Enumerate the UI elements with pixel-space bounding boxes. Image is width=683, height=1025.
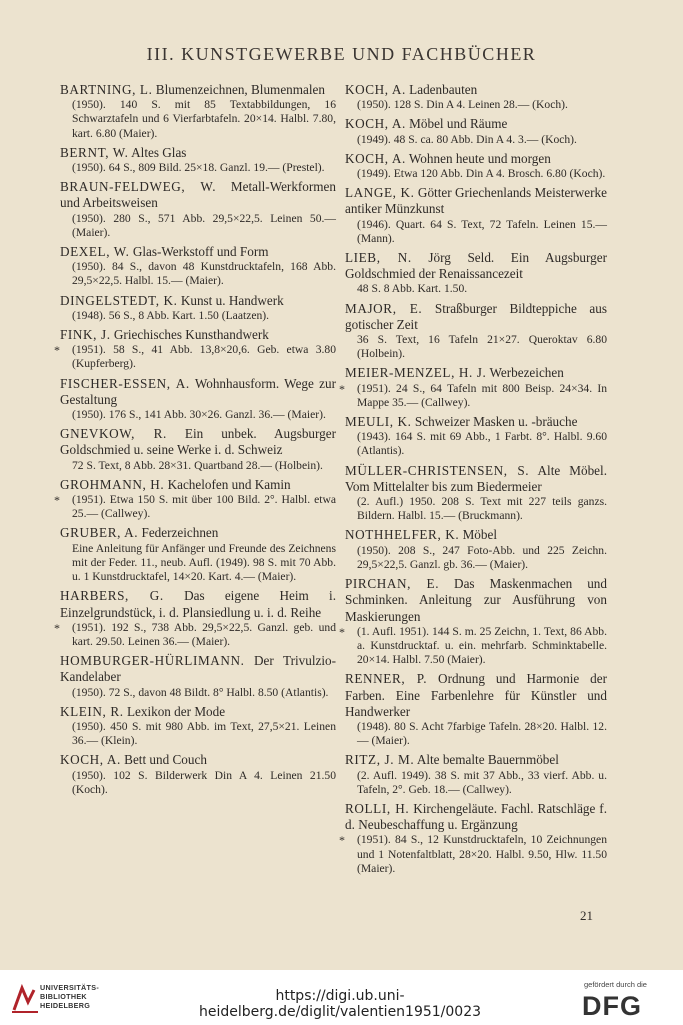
entry-title: Möbel: [462, 527, 497, 543]
entry-title: Glas-Werkstoff und Form: [132, 244, 269, 260]
entry-author: MEIER-MENZEL, H. J.: [345, 365, 487, 381]
entry-title: Bett und Couch: [124, 752, 207, 768]
catalog-entry: [345, 752, 607, 797]
entry-details: (1950). 280 S., 571 Abb. 29,5×22,5. Leinen 50.— (Maier).: [72, 211, 336, 239]
entry-title: Götter Griechenlands Meisterwerke antiker Münzkunst: [345, 185, 607, 217]
entry-details: 48 S. 8 Abb. Kart. 1.50.: [357, 282, 468, 296]
entry-author: NOTHHELFER, K.: [345, 527, 460, 543]
entry-details: (1948). 56 S., 8 Abb. Kart. 1.50 (Laatzen).: [72, 308, 270, 322]
entry-details: (1948). 80 S. Acht 7farbige Tafeln. 28×20. Halbl. 12.— (Maier).: [357, 719, 607, 748]
left-column: [54, 82, 337, 801]
entry-title: Metall-Werkformen und Arbeitsweisen: [60, 179, 337, 211]
entry-details: (1951). 84 S., 12 Kunstdrucktafeln, 10 Zeichnungen und 1 Notenfaltblatt, 28×20. Halbl. 9.50, Hlw. 11.50 (Maier).: [357, 833, 607, 875]
entry-details: (1950). 450 S. mit 980 Abb. im Text, 27,5×21. Leinen 36.— (Klein).: [72, 719, 336, 748]
entry-star: *: [339, 624, 345, 639]
entry-title: Lexikon der Mode: [126, 703, 226, 719]
entry-author: RENNER, P.: [345, 671, 428, 687]
catalog-entry: [339, 800, 607, 876]
entry-title: Blumenzeichnen, Blumenmalen: [155, 82, 325, 97]
entry-author: HOMBURGER-HÜRLIMANN.: [60, 653, 245, 669]
entry-details: Eine Anleitung für Anfänger und Freunde des Zeichnens mit der Feder. 11., neub. Aufl. (1949). 98 S. mit 70 Abb. u. 1 Kunstdrucktafel, 14×20. Kart. 4.— (Maier).: [72, 541, 336, 584]
funder-note: gefördert durch die: [584, 980, 647, 989]
entry-author: MÜLLER-CHRISTENSEN, S.: [345, 462, 530, 478]
entry-title: Möbel und Räume: [409, 116, 508, 132]
entry-details: (1. Aufl. 1951). 144 S. m. 25 Zeichn, 1. Text, 86 Abb. a. Kunstdrucktaf. u. ein. mehrfarb. Schminktabelle. 20×14. Halbl. 7.50 (Maier).: [357, 624, 607, 667]
catalog-entry: [345, 301, 607, 362]
entry-title: Wohnen heute und morgen: [408, 150, 551, 166]
entry-title: Griechisches Kunsthandwerk: [113, 327, 269, 343]
entry-star: *: [339, 381, 345, 396]
entry-details: 36 S. Text, 16 Tafeln 21×27. Queroktav 6.80 (Holbein).: [357, 333, 607, 361]
entry-author: KLEIN, R.: [60, 703, 124, 719]
catalog-entry: [54, 588, 337, 649]
page-number: 21: [580, 908, 593, 923]
catalog-entry: [60, 525, 336, 584]
entry-title: Ein unbek. Augsburger Goldschmied u. seine Werke i. d. Schweiz: [60, 426, 336, 458]
catalog-entry: [345, 250, 607, 297]
entry-star: *: [54, 620, 60, 635]
entry-author: KOCH, A.: [345, 82, 406, 97]
entry-details: (1950). 140 S. mit 85 Textabbildungen, 16 Schwarztafeln und 6 Vierfarbtafeln. 20×14. Halbl. 7.80, kart. 6.80 (Maier).: [72, 98, 336, 140]
entry-title: Ordnung und Harmonie der Farben. Eine Farbenlehre für Künstler und Handwerker: [345, 671, 608, 719]
catalog-entry: [60, 704, 336, 749]
entry-author: PIRCHAN, E.: [345, 576, 440, 592]
entry-details: (1950). 176 S., 141 Abb. 30×26. Ganzl. 36.— (Maier).: [72, 408, 326, 422]
entry-title: Altes Glas: [131, 144, 187, 160]
entry-author: GROHMANN, H.: [60, 476, 165, 492]
entry-details: (1946). Quart. 64 S. Text, 72 Tafeln. Leinen 15.— (Mann).: [357, 217, 607, 245]
entry-author: MEULI, K.: [345, 414, 412, 430]
entry-details: (2. Aufl. 1949). 38 S. mit 37 Abb., 33 vierf. Abb. u. Tafeln, 2°. Geb. 18.— (Callwey).: [357, 768, 607, 796]
entry-title: Kachelofen und Kamin: [167, 476, 291, 492]
entry-title: Jörg Seld. Ein Augsburger Goldschmied der Renaissancezeit: [345, 250, 607, 282]
catalog-entry: [60, 426, 336, 473]
entry-details: 72 S. Text, 8 Abb. 28×31. Quartband 28.— (Holbein).: [72, 458, 323, 472]
entry-title: Alte bemalte Bauernmöbel: [416, 752, 559, 768]
catalog-entry: [339, 365, 607, 410]
entry-title: Ladenbauten: [409, 82, 478, 97]
catalog-entry: [60, 244, 336, 289]
entry-author: GNEVKOW, R.: [60, 426, 167, 442]
catalog-entry: [60, 179, 336, 240]
entry-author: FISCHER-ESSEN, A.: [60, 375, 190, 391]
catalog-entry: [345, 82, 607, 112]
entry-star: *: [54, 493, 60, 508]
entry-author: BERNT, W.: [60, 144, 129, 160]
entry-title: Alte Möbel. Vom Mittelalter bis zum Biedermeier: [345, 462, 607, 494]
entry-details: (1951). 24 S., 64 Tafeln mit 800 Beisp. 24×34. In Mappe 35.— (Callwey).: [357, 381, 607, 409]
entry-title: Kunst u. Handwerk: [180, 292, 284, 308]
catalog-entry: [345, 116, 607, 146]
entry-details: (2. Aufl.) 1950. 208 S. Text mit 227 teils ganzs. Bildern. Halbl. 15.— (Bruckmann).: [357, 495, 607, 523]
entry-author: MAJOR, E.: [345, 300, 423, 316]
source-url-link[interactable]: https://digi.ub.uni-heidelberg.de/diglit/valentien1951/0023: [198, 988, 482, 1020]
catalog-entry: [54, 327, 336, 372]
entry-details: (1950). 64 S., 809 Bild. 25×18. Ganzl. 19.— (Prestel).: [72, 161, 325, 175]
entry-details: (1949). Etwa 120 Abb. Din A 4. Brosch. 6.80 (Koch).: [357, 167, 606, 181]
catalog-entry: [60, 145, 336, 175]
entry-details: (1951). 58 S., 41 Abb. 13,8×20,6. Geb. etwa 3.80 (Kupferberg).: [72, 343, 336, 371]
entry-title: Kirchengeläute. Fachl. Ratschläge f. d. Neubeschaffung u. Ergänzung: [345, 800, 607, 833]
entry-author: GRUBER, A.: [60, 525, 139, 541]
entry-details: (1950). 102 S. Bilderwerk Din A 4. Leinen 21.50 (Koch).: [72, 768, 336, 796]
catalog-entry: [60, 653, 336, 700]
catalog-entry: [60, 752, 336, 797]
catalog-entry: [345, 463, 607, 524]
entry-author: KOCH, A.: [60, 752, 121, 768]
page-header: III. KUNSTGEWERBE UND FACHBÜCHER: [146, 44, 537, 64]
entry-details: (1951). 192 S., 738 Abb. 29,5×22,5. Ganzl. geb. und kart. 29.50. Leinen 36.— (Maier).: [72, 620, 336, 648]
catalog-entry: [54, 476, 336, 522]
catalog-entry: [345, 671, 607, 748]
right-column: [339, 82, 608, 880]
catalog-entry: [60, 376, 336, 423]
entry-star: *: [54, 343, 60, 358]
entry-author: FINK, J.: [60, 327, 111, 343]
entry-author: HARBERS, G.: [60, 588, 164, 604]
institution-name: UNIVERSITÄTS-BIBLIOTHEK HEIDELBERG: [40, 983, 100, 1010]
entry-title: Straßburger Bildteppiche aus gotischer Zeit: [345, 300, 607, 332]
entry-author: ROLLI, H.: [345, 800, 410, 816]
entry-title: Werbezeichen: [489, 365, 564, 381]
entry-title: Das Maskenmachen und Schminken. Anleitung zur Ausführung von Maskierungen: [345, 576, 607, 624]
catalog-entry: [345, 414, 607, 459]
entry-details: (1950). 72 S., davon 48 Bildt. 8° Halbl. 8.50 (Atlantis).: [72, 685, 329, 699]
entry-title: Wohnhausform. Wege zur Gestaltung: [60, 375, 336, 407]
catalog-entry: [60, 293, 336, 323]
entry-author: DINGELSTEDT, K.: [60, 292, 178, 308]
catalog-entry: [345, 527, 607, 572]
catalog-entry: [345, 151, 607, 181]
entry-author: LIEB, N.: [345, 250, 412, 266]
entry-star: *: [339, 833, 345, 848]
entry-author: RITZ, J. M.: [345, 752, 415, 768]
entry-author: LANGE, K.: [345, 185, 415, 201]
catalog-entry: [345, 185, 607, 246]
entry-title: Schweizer Masken u. -bräuche: [414, 414, 578, 430]
entry-title: Das eigene Heim i. Einzelgrundstück, i. d. Plansiedlung u. i. d. Reihe: [60, 588, 337, 620]
entry-details: (1950). 208 S., 247 Foto-Abb. und 225 Zeichn. 29,5×22,5. Ganzl. gb. 36.— (Maier).: [357, 543, 607, 571]
entry-author: BRAUN-FELDWEG, W.: [60, 179, 217, 195]
entry-details: (1949). 48 S. ca. 80 Abb. Din A 4. 3.— (Koch).: [357, 132, 577, 146]
entry-details: (1950). 128 S. Din A 4. Leinen 28.— (Koch).: [357, 98, 568, 112]
entry-details: (1951). Etwa 150 S. mit über 100 Bild. 2°. Halbl. etwa 25.— (Callwey).: [72, 493, 336, 521]
catalog-entry: [339, 576, 607, 667]
entry-author: KOCH, A.: [345, 116, 406, 132]
entry-title: Federzeichnen: [141, 525, 219, 541]
dfg-logo: DFG: [582, 991, 642, 1021]
entry-details: (1950). 84 S., davon 48 Kunstdrucktafeln, 168 Abb. 29,5×22,5. Halbl. 15.— (Maier).: [72, 260, 336, 288]
entry-details: (1943). 164 S. mit 69 Abb., 1 Farbt. 8°. Halbl. 9.60 (Atlantis).: [357, 430, 607, 458]
university-library-logo-icon: [8, 982, 42, 1016]
catalog-entry: [60, 82, 336, 141]
entry-author: DEXEL, W.: [60, 244, 130, 260]
entry-title: Der Trivulzio-Kandelaber: [60, 653, 337, 685]
entry-author: BARTNING, L.: [60, 82, 153, 97]
entry-author: KOCH, A.: [345, 150, 406, 166]
